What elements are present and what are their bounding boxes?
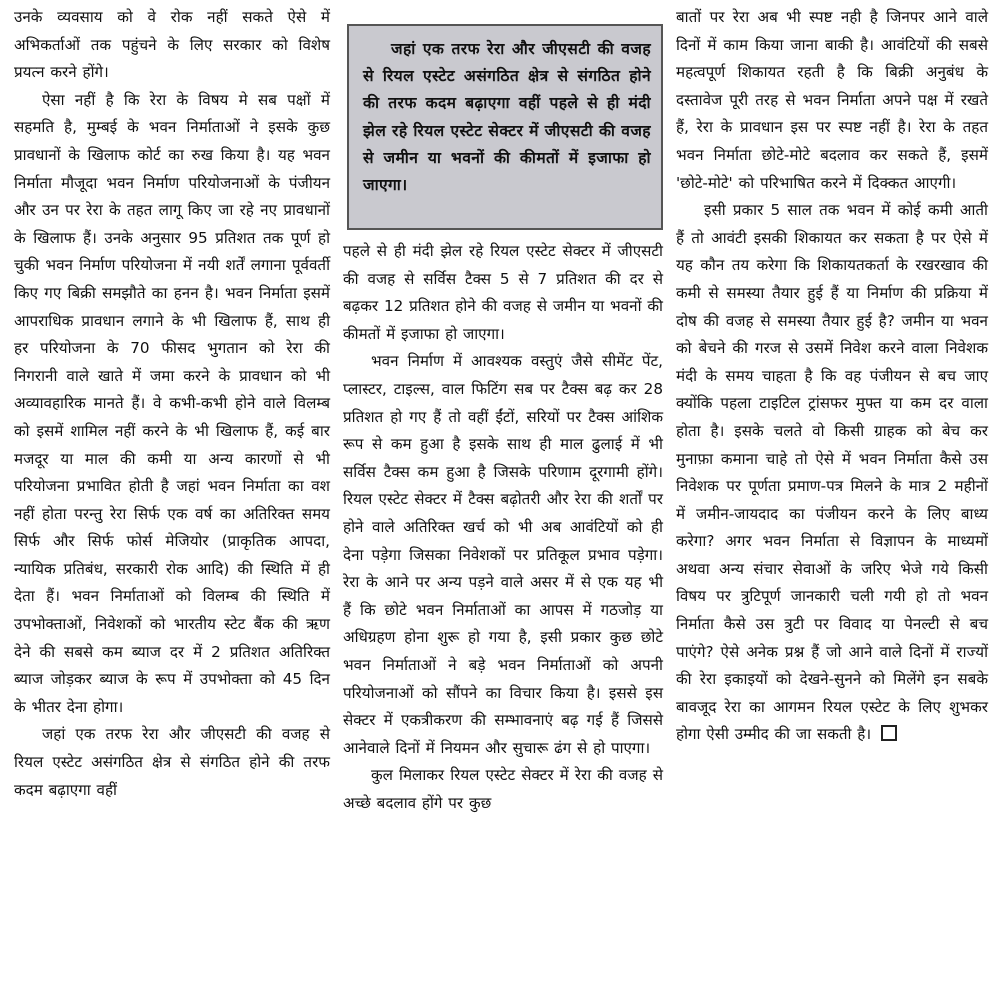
paragraph: पहले से ही मंदी झेल रहे रियल एस्टेट सेक्टर में जीएसटी की वजह से सर्विस टैक्स 5 से 7 प्रतिशत की दर से बढ़कर 12 प्रतिशत होने की वजह से जमीन या भवनों की कीमतों में इजाफा हो जाएगा। [343,242,663,343]
paragraph: बातों पर रेरा अब भी स्पष्ट नही है जिनपर आने वाले दिनों में काम किया जाना बाकी है। आवंटियों की सबसे महत्वपूर्ण शिकायत रहती है कि बिक्री अनुबंध के दस्तावेज पूरी तरह से भवन निर्माता अपने पक्ष में रखते हैं, रेरा के प्रावधान इस पर स्पष्ट नहीं है। रेरा के तहत भवन निर्माता छोटे-मोटे बदलाव कर सकते हैं, इसमें 'छोटे-मोटे' को परिभाषित करने में दिक्कत आएगी। [676,8,988,192]
paragraph: जहां एक तरफ रेरा और जीएसटी की वजह से रियल एस्टेट असंगठित क्षेत्र से संगठित होने की तरफ कदम बढ़ाएगा वहीं [14,725,330,799]
column-3 [676,4,988,749]
paragraph-last [676,197,988,749]
paragraph: ऐसा नहीं है कि रेरा के विषय मे सब पक्षों में सहमति है, मुम्बई के भवन निर्माताओं ने इसके कुछ प्रावधानों के खिलाफ कोर्ट का रुख किया है। यह भवन निर्माता मौजूदा भवन निर्माण परियोजनाओं के पंजीयन और उन पर रेरा के तहत लागू किए जा रहे नए प्रावधानों के खिलाफ हैं। उनके अनुसार 95 प्रतिशत तक पूर्ण हो चुकी भवन निर्माण परियोजना में नयी शर्तें लगाना पूर्ववर्ती किए गए बिक्री समझौते का हनन है। भवन निर्माता इसमें आपराधिक प्रावधान लगाने के भी खिलाफ हैं, साथ ही हर परियोजना के 70 फीसद भुगतान को रेरा की निगरानी वाले खाते में जमा करने के प्रावधान को भी अव्यावहारिक मानते हैं। वे कभी-कभी होने वाले विलम्ब को इसमें शामिल नहीं करने के भी खिलाफ हैं, कई बार मजदूर या माल की कमी या अन्य कारणों से भी परियोजना प्रभावित होती है जहां भवन निर्माता का वश नहीं होता परन्तु रेरा सिर्फ एक वर्ष का अतिरिक्त समय सिर्फ और सिर्फ फोर्स मेजियोर (प्राकृतिक आपदा, न्यायिक प्रतिबंध, सरकारी रोक आदि) की स्थिति में ही देता हैं। भवन निर्माताओं को विलम्ब की स्थिति में उपभोक्ताओं, निवेशकों को भारतीय स्टेट बैंक की ऋण देने की सबसे कम ब्याज दर में 2 प्रतिशत अतिरिक्त ब्याज जोड़कर ब्याज के रूप में उपभोक्ता को 45 दिन के भीतर देना होगा। [14,90,330,716]
pull-quote-box [347,24,663,230]
column-2 [343,4,663,817]
paragraph-text: इसी प्रकार 5 साल तक भवन में कोई कमी आती हैं तो आवंटी इसकी शिकायत कर सकता है पर ऐसे में यह कौन तय करेगा कि शिकायतकर्ता के रखरखाव की कमी से समस्या तैयार हुई हैं या निर्माण की प्रक्रिया में दोष की वजह से समस्या तैयार हुई है? जमीन या भवन को बेचने की गरज से उसमें निवेश करने वाला निवेशक मंदी के समय चाहता है कि वह पंजीयन से बच जाए क्योंकि पहला टाइटिल ट्रांसफर मुफ्त या कम दर वाला होता है। इसके चलते वो किसी ग्राहक को बेच कर मुनाफ़ा कमाना चाहे तो ऐसे में भवन निर्माता कैसे उस निवेशक पर पूर्णता प्रमाण-पत्र मिलने के मात्र 2 महीनों में जमीन-जायदाद का पंजीयन करने के लिए बाध्य करेगा? अगर भवन निर्माता से विज्ञापन के माध्यमों अथवा अन्य संचार सेवाओं के जरिए भेजे गये किसी विषय पर त्रुटिपूर्ण जानकारी चली गयी हो तो भवन निर्माता कैसे उस त्रुटी पर विवाद या पेनल्टी से बच पाएंगे? ऐसे अनेक प्रश्न हैं जो आने वाले दिनों में राज्यों की रेरा इकाइयों को देखने-सुनने को मिलेंगे इन सबके बावजूद रेरा का आगमन रियल एस्टेट के लिए शुभकर होगा ऐसी उम्मीद की जा सकती है। [676,201,988,744]
end-mark-icon [881,725,897,741]
paragraph: भवन निर्माण में आवश्यक वस्तुएं जैसे सीमेंट पेंट, प्लास्टर, टाइल्स, वाल फिटिंग सब पर टैक्स बढ़ कर 28 प्रतिशत हो गए हैं तो वहीं ईंटों, सरियों पर टैक्स आंशिक रूप से कम हुआ है इसके साथ ही माल ढुलाई में भी सर्विस टैक्स कम हुआ है जिसके परिणाम दूरगामी होंगे। रियल एस्टेट सेक्टर में टैक्स बढ़ोतरी और रेरा की शर्तों पर होने वाले अतिरिक्त खर्च को भी अब आवंटियों को ही देना पड़ेगा जिसका निवेशकों पर प्रतिकूल प्रभाव पड़ेगा। रेरा के आने पर अन्य पड़ने वाले असर में से एक यह भी हैं कि छोटे भवन निर्माताओं का आपस में गठजोड़ या अधिग्रहण होना शुरू हो गया है, इसी प्रकार कुछ छोटे भवन निर्माताओं ने बड़े भवन निर्माताओं को अपनी परियोजनाओं को सौंपने का विचार किया है। इससे इस सेक्टर में एकत्रीकरण की सम्भावनाएं बढ़ गई हैं जिससे आनेवाले दिनों में नियमन और सुचारू ढंग से हो पाएगा। [343,352,663,757]
paragraph: उनके व्यवसाय को वे रोक नहीं सकते ऐसे में अभिकर्ताओं तक पहुंचने के लिए सरकार को विशेष प्रयत्न करने होंगे। [14,8,330,82]
column-1 [14,4,330,804]
paragraph: कुल मिलाकर रियल एस्टेट सेक्टर में रेरा की वजह से अच्छे बदलाव होंगे पर कुछ [343,766,663,812]
pull-quote-text: जहां एक तरफ रेरा और जीएसटी की वजह से रियल एस्टेट असंगठित क्षेत्र से संगठित होने की तरफ कदम बढ़ाएगा वहीं पहले से ही मंदी झेल रहे रियल एस्टेट सेक्टर में जीएसटी की वजह से जमीन या भवनों की कीमतों में इजाफा हो जाएगा। [363,40,651,195]
